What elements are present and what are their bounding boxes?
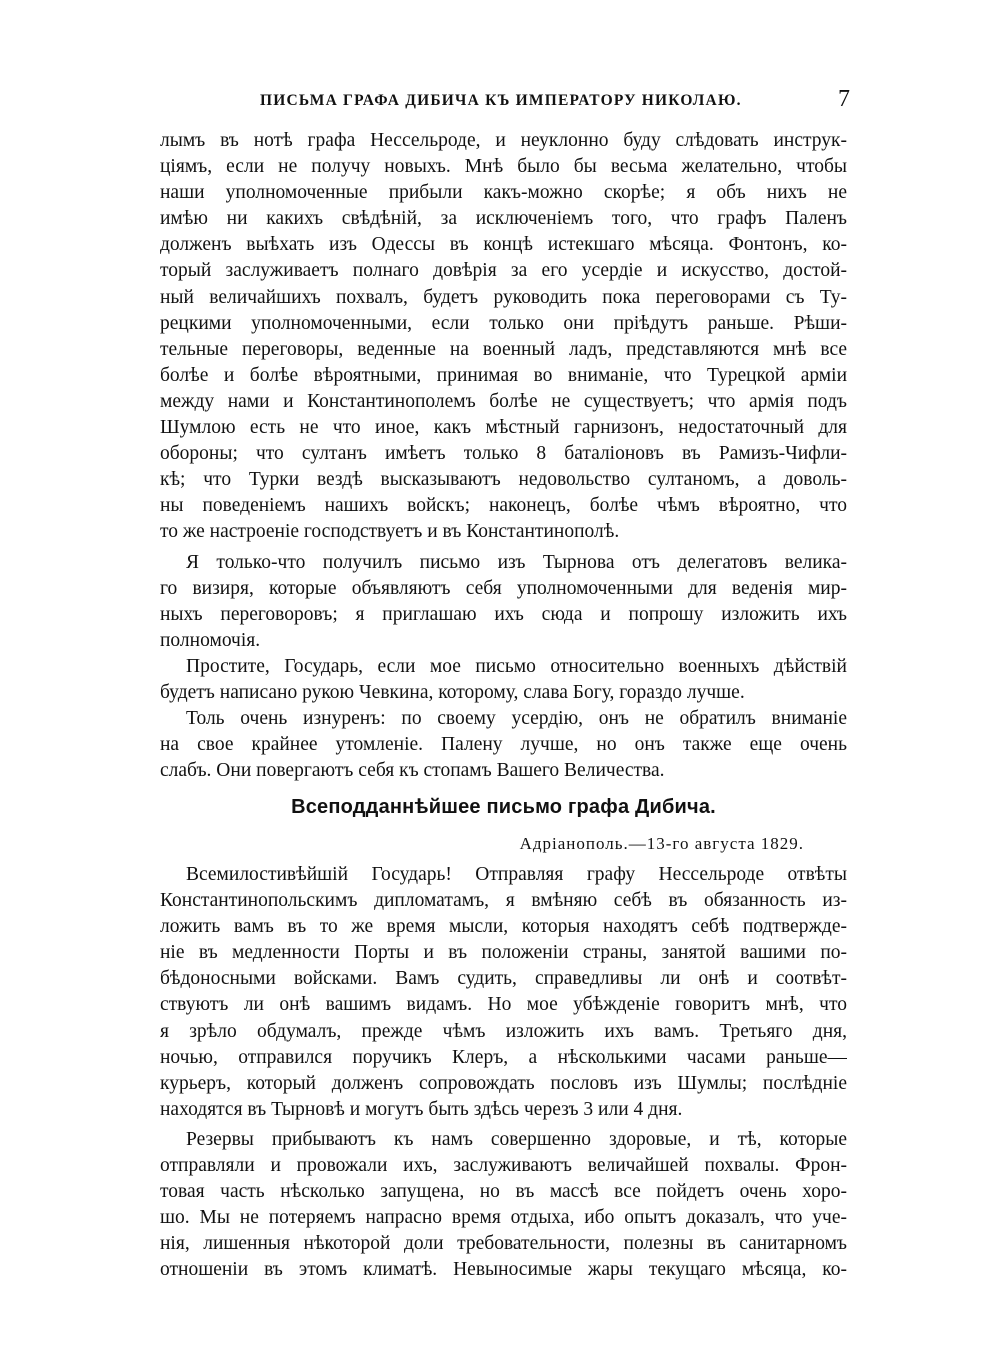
text-line: между нами и Константинополемъ болѣе не существуетъ; что армія подъ xyxy=(160,390,847,412)
paragraph-3 xyxy=(160,654,847,706)
text-line: обороны; что султанъ имѣетъ только 8 баталіоновъ въ Рамизъ-Чифли- xyxy=(160,443,847,465)
text-line: наши уполномоченные прибыли какъ-можно скорѣе; я объ нихъ не xyxy=(160,182,847,204)
text-line: Простите, Государь, если мое письмо относительно военныхъ дѣйствій xyxy=(186,656,847,677)
text-line: лымъ въ нотѣ графа Нессельроде, и неуклонно буду слѣдовать инструк- xyxy=(160,130,847,151)
text-line: ціямъ, если не получу новыхъ. Мнѣ было бы весьма желательно, чтобы xyxy=(160,156,847,178)
section-title: Всеподданнѣйшее письмо графа Дибича. xyxy=(291,796,716,818)
text-line: слабъ. Они повергаютъ себя къ стопамъ Вашего Величества. xyxy=(160,760,665,782)
text-line: то же настроеніе господствуетъ и въ Константинополѣ. xyxy=(160,521,620,543)
running-head xyxy=(160,86,850,116)
text-line: ніе въ медленности Порты и въ положеніи страны, занятой вашими по- xyxy=(160,942,847,964)
text-line: Константинопольскимъ дипломатамъ, я вмѣняю себѣ въ обязанность из- xyxy=(160,890,847,912)
text-line: отношеніи въ этомъ климатѣ. Невыносимые жары текущаго мѣсяца, ко- xyxy=(160,1259,847,1281)
text-line: Я только-что получилъ письмо изъ Тырнова отъ делегатовъ велика- xyxy=(186,552,847,573)
paragraph-6 xyxy=(160,1127,847,1284)
text-line: я зрѣло обдумалъ, прежде чѣмъ изложить ихъ вамъ. Третьяго дня, xyxy=(160,1020,847,1042)
text-line: Резервы прибываютъ къ намъ совершенно здоровые, и тѣ, которые xyxy=(186,1129,847,1150)
text-line: шо. Мы не потеряемъ напрасно время отдыха, ибо опытъ доказалъ, что уче- xyxy=(160,1207,847,1229)
text-line: ны поведеніемъ нашихъ войскъ; наконецъ, болѣе чѣмъ вѣроятно, что xyxy=(160,495,847,517)
text-line: находятся въ Тырновѣ и могутъ быть здѣсь черезъ 3 или 4 дня. xyxy=(160,1098,683,1120)
text-line: бѣдоносными войсками. Вамъ судить, справедливы ли онѣ и соотвѣт- xyxy=(160,968,847,990)
text-line: рецкими уполномоченными, если только они пріѣдутъ раньше. Рѣши- xyxy=(160,312,847,334)
text-line: товая часть нѣсколько запущена, но въ массѣ все пойдетъ очень хоро- xyxy=(160,1181,847,1203)
text-line: торый заслуживаетъ полнаго довѣрія за его усердіе и искусство, достой- xyxy=(160,260,847,282)
text-line: нія, лишенныя нѣкоторой доли требовательности, полезны въ санитарномъ xyxy=(160,1233,847,1255)
text-line: Всемилостивѣйшій Государь! Отправляя графу Нессельроде отвѣты xyxy=(186,864,847,885)
text-line: ложить вамъ въ то же время мысли, которыя находятъ себѣ подтвержде- xyxy=(160,916,847,938)
text-line: полномочія. xyxy=(160,630,261,652)
paragraph-1 xyxy=(160,128,847,546)
text-line: болѣе и болѣе вѣроятными, принимая во вниманіе, что Турецкой арміи xyxy=(160,364,847,386)
text-line: го визиря, которые объявляютъ себя уполномоченными для веденія мир- xyxy=(160,578,847,600)
paragraph-2 xyxy=(160,550,847,654)
text-line: ночью, отправился поручикъ Клеръ, а нѣсколькими часами раньше— xyxy=(160,1046,847,1068)
text-line: долженъ выѣхать изъ Одессы въ концѣ истекшаго мѣсяца. Фонтонъ, ко- xyxy=(160,234,847,256)
paragraph-4 xyxy=(160,706,847,784)
text-line: курьеръ, который долженъ сопровождать пословъ изъ Шумлы; послѣдніе xyxy=(160,1072,847,1094)
text-line: отправляли и провожали ихъ, заслуживаютъ величайшей похвалы. Фрон- xyxy=(160,1155,847,1177)
text-line: имѣю ни какихъ свѣдѣній, за исключеніемъ того, что графъ Паленъ xyxy=(160,208,847,230)
text-line: на свое крайнее утомленіе. Палену лучше, но онъ также еще очень xyxy=(160,734,847,756)
text-line: Толь очень изнуренъ: по своему усердію, онъ не обратилъ вниманіе xyxy=(186,708,847,729)
running-title: ПИСЬМА ГРАФА ДИБИЧА КЪ ИМПЕРАТОРУ НИКОЛАЮ. xyxy=(260,92,742,109)
text-line: кѣ; что Турки вездѣ высказываютъ недовольство султаномъ, а доволь- xyxy=(160,469,847,491)
text-line: Шумлою есть не что иное, какъ мѣстный гарнизонъ, недостаточный для xyxy=(160,417,847,439)
text-line: будетъ написано рукою Чевкина, которому, слава Богу, гораздо лучше. xyxy=(160,682,745,704)
text-line: тельные переговоры, веденные на военный ладъ, представляются мнѣ все xyxy=(160,338,847,360)
page-number: 7 xyxy=(838,86,850,112)
paragraph-5 xyxy=(160,862,847,1123)
dateline: Адріанополь.—13-го августа 1829. xyxy=(519,834,804,853)
text-line: ный величайшихъ похвалъ, будетъ руководить пока переговорами съ Ту- xyxy=(160,286,847,308)
text-line: ныхъ переговоровъ; я приглашаю ихъ сюда и попрошу изложить ихъ xyxy=(160,604,847,626)
text-line: ствуютъ ли онѣ вашимъ видамъ. Но мое убѣжденіе говоритъ мнѣ, что xyxy=(160,994,847,1016)
